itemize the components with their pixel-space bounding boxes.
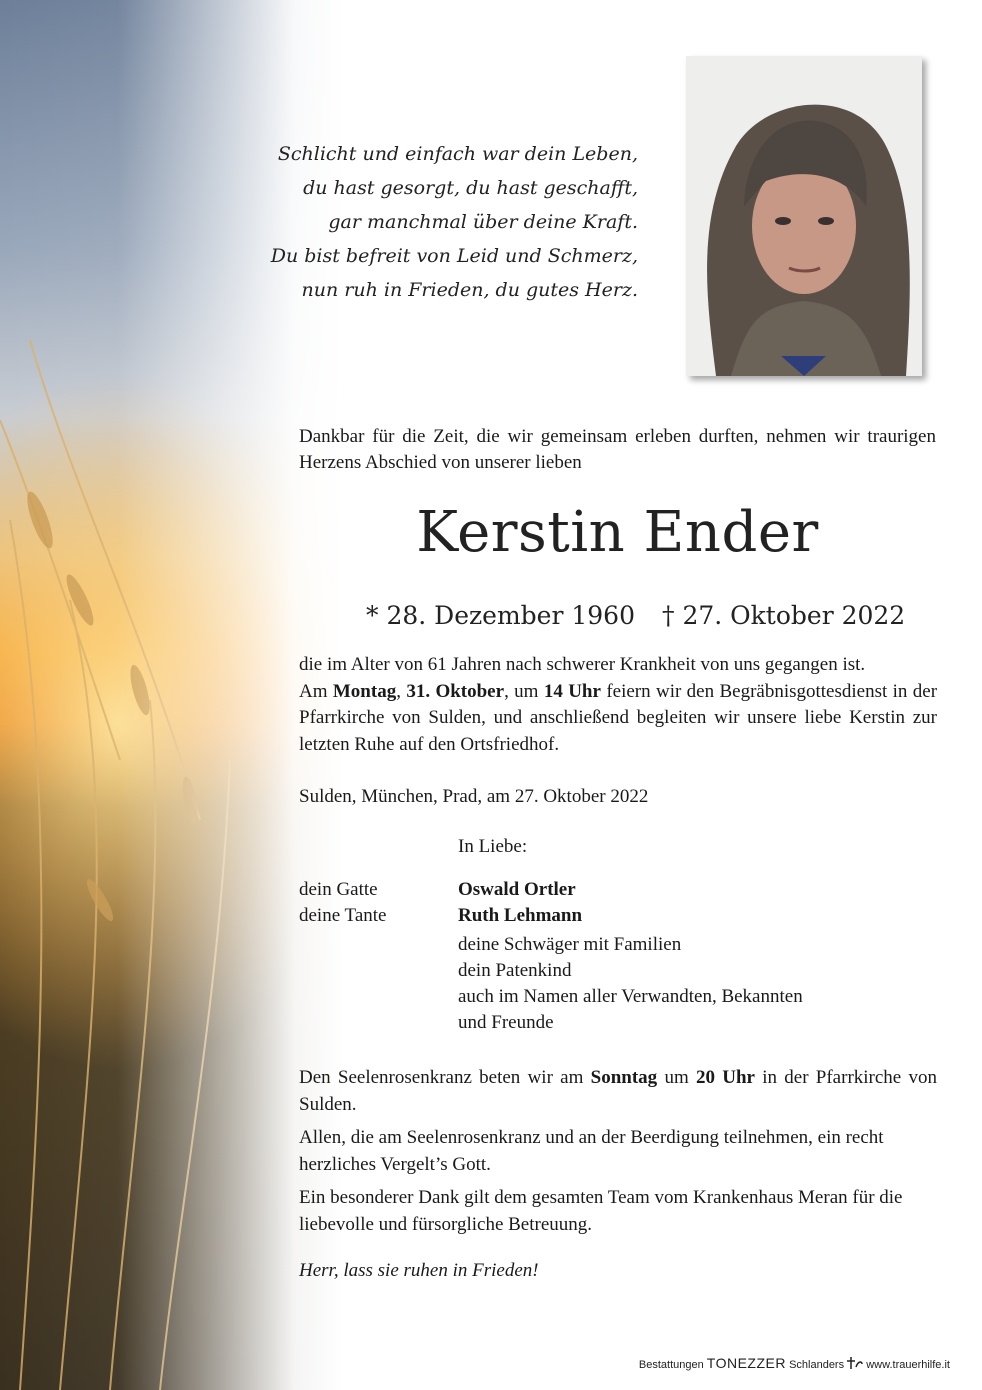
closing-prayer: Herr, lass sie ruhen in Frieden! bbox=[299, 1260, 539, 1281]
funeral-text: Am bbox=[299, 680, 328, 702]
footer-credit bbox=[639, 1355, 950, 1371]
footer-website[interactable]: www.trauerhilfe.it bbox=[866, 1359, 950, 1371]
footer-prefix: Bestattungen bbox=[638, 1359, 704, 1371]
poem-line: Schlicht und einfach war dein Leben, bbox=[277, 143, 638, 165]
funeral-time: 14 Uhr bbox=[543, 680, 601, 702]
poem-line: Du bist befreit von Leid und Schmerz, bbox=[270, 245, 638, 267]
deceased-name: Kerstin Ender bbox=[416, 500, 819, 565]
rosary-text: um bbox=[664, 1067, 689, 1088]
mourner-other: dein Patenkind bbox=[458, 960, 572, 981]
mourner-other: deine Schwäger mit Familien bbox=[458, 934, 682, 955]
funeral-text: , bbox=[396, 680, 401, 702]
in-liebe-label: In Liebe: bbox=[458, 836, 528, 857]
footer-town: Schlanders bbox=[789, 1359, 845, 1371]
rosary-notice bbox=[299, 1065, 937, 1118]
mourner-other: auch im Namen aller Verwandten, Bekannten bbox=[458, 986, 803, 1007]
intro-text: Dankbar für die Zeit, die wir gemeinsam erleben durften, nehmen wir traurigen Herzens Abschied von unserer lieben bbox=[299, 426, 936, 473]
mourner-relation: deine Tante bbox=[299, 905, 387, 926]
rosary-day: Sonntag bbox=[590, 1067, 658, 1088]
thanks-hospital: Ein besonderer Dank gilt dem gesamten Team vom Krankenhaus Meran für die liebevolle und fürsorgliche Betreuung. bbox=[299, 1187, 903, 1235]
funeral-intro: die im Alter von 61 Jahren nach schwerer Krankheit von uns gegangen ist. bbox=[299, 654, 866, 675]
rosary-text: Den Seelenrosenkranz beten wir am bbox=[299, 1067, 584, 1088]
funeral-text: , um bbox=[504, 680, 539, 702]
place-date: Sulden, München, Prad, am 27. Oktober 2022 bbox=[299, 786, 649, 807]
birth-date: * 28. Dezember 1960 bbox=[366, 601, 635, 630]
rosary-time: 20 Uhr bbox=[695, 1067, 755, 1088]
poem-line: du hast gesorgt, du hast geschafft, bbox=[303, 177, 638, 199]
poem-line: nun ruh in Frieden, du gutes Herz. bbox=[301, 279, 638, 301]
rosary-text: in der Pfarrkirche von Sulden. bbox=[299, 1067, 938, 1115]
funeral-date: 31. Oktober bbox=[406, 680, 505, 702]
mourner-relation: dein Gatte bbox=[299, 879, 378, 900]
poem bbox=[218, 137, 638, 307]
thanks-attendees: Allen, die am Seelenrosenkranz und an der Beerdigung teilnehmen, ein recht herzliches Vergelt’s Gott. bbox=[299, 1127, 884, 1175]
cross-logo-icon bbox=[847, 1357, 863, 1369]
mourner-name: Oswald Ortler bbox=[458, 879, 576, 900]
funeral-announcement bbox=[299, 652, 937, 758]
mourner-other: und Freunde bbox=[458, 1012, 554, 1033]
portrait-image bbox=[686, 56, 922, 376]
death-date: † 27. Oktober 2022 bbox=[662, 601, 906, 630]
funeral-details: feiern wir den Begräbnisgottesdienst in der Pfarrkirche von Sulden, und anschließend begleiten wir unsere liebe Kerstin zur letzten Ruhe auf den Ortsfriedhof. bbox=[299, 680, 938, 755]
portrait-photo bbox=[686, 56, 922, 376]
funeral-day: Montag bbox=[332, 680, 397, 702]
mourner-name: Ruth Lehmann bbox=[458, 905, 583, 926]
footer-brand: TONEZZER bbox=[706, 1355, 786, 1371]
poem-line: gar manchmal über deine Kraft. bbox=[328, 211, 638, 233]
